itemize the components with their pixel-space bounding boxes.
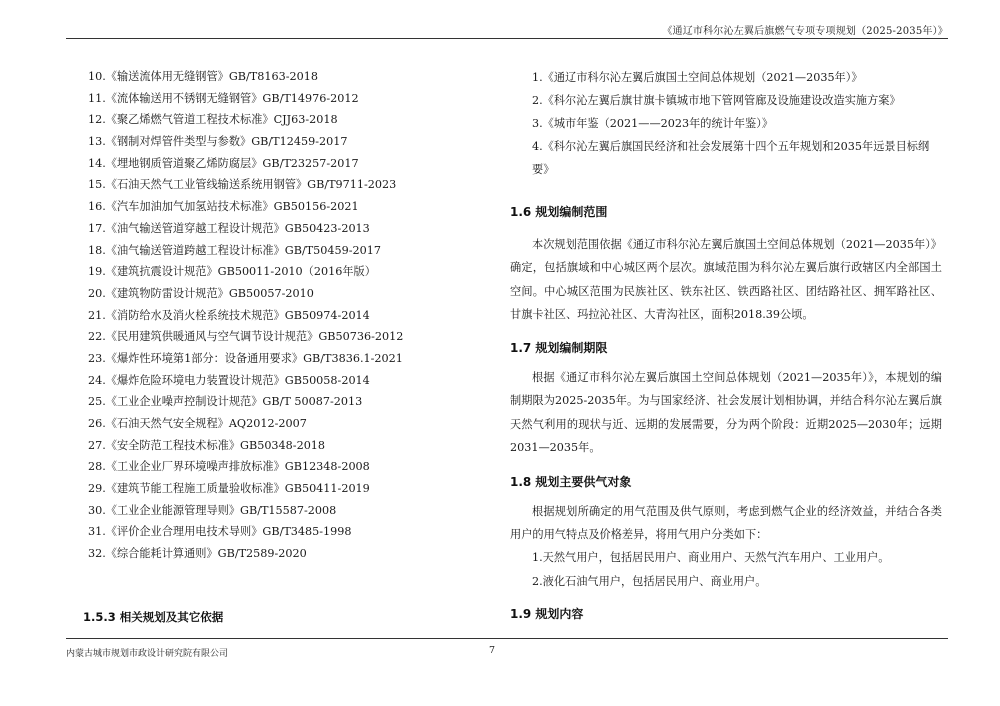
standard-item: 17.《油气输送管道穿越工程设计规范》GB50423-2013 [88, 221, 370, 235]
section-heading-1-7: 1.7 规划编制期限 [510, 341, 608, 355]
related-plan-item: 2.《科尔沁左翼后旗甘旗卡镇城市地下管网管廊及设施建设改造实施方案》 [532, 94, 901, 107]
standard-item: 19.《建筑抗震设计规范》GB50011-2010（2016年版） [88, 265, 376, 279]
standard-item: 28.《工业企业厂界环境噪声排放标准》GB12348-2008 [88, 460, 370, 474]
standard-item: 25.《工业企业噪声控制设计规范》GB/T 50087-2013 [88, 395, 363, 409]
standard-item: 23.《爆炸性环境第1部分：设备通用要求》GB/T3836.1-2021 [88, 351, 403, 365]
standard-item: 24.《爆炸危险环境电力装置设计规范》GB50058-2014 [88, 373, 370, 387]
standard-item: 22.《民用建筑供暖通风与空气调节设计规范》GB50736-2012 [88, 330, 404, 344]
footer-organization: 内蒙古城市规划市政设计研究院有限公司 [66, 649, 229, 659]
standards-list [88, 66, 488, 565]
related-plan-item: 1.《通辽市科尔沁左翼后旗国土空间总体规划（2021—2035年）》 [532, 71, 863, 84]
related-plan-item: 3.《城市年鉴（2021——2023年的统计年鉴）》 [532, 117, 774, 130]
document-header-title: 《通辽市科尔沁左翼后旗燃气专项专项规划（2025-2035年）》 [662, 26, 948, 37]
standard-item: 15.《石油天然气工业管线输送系统用钢管》GB/T9711-2023 [88, 178, 397, 192]
section-heading-1-5-3: 1.5.3 相关规划及其它依据 [83, 610, 224, 624]
standard-item: 10.《输送流体用无缝钢管》GB/T8163-2018 [88, 70, 318, 83]
standard-item: 20.《建筑物防雷设计规范》GB50057-2010 [88, 286, 314, 300]
standard-item: 26.《石油天然气安全规程》AQ2012-2007 [88, 417, 307, 430]
standard-item: 18.《油气输送管道跨越工程设计标准》GB/T50459-2017 [88, 243, 382, 257]
gas-user-category-2: 2.液化石油气用户，包括居民用户、商业用户。 [532, 575, 767, 588]
footer-divider [66, 638, 948, 639]
standard-item: 12.《聚乙烯燃气管道工程技术标准》CJJ63-2018 [88, 113, 338, 127]
standard-item: 14.《埋地钢质管道聚乙烯防腐层》GB/T23257-2017 [88, 156, 359, 170]
section-heading-1-6: 1.6 规划编制范围 [510, 205, 608, 219]
page-number: 7 [489, 645, 496, 656]
standard-item: 32.《综合能耗计算通则》GB/T2589-2020 [88, 547, 307, 561]
related-plans-list [532, 66, 940, 181]
section-heading-1-8: 1.8 规划主要供气对象 [510, 475, 632, 489]
section-1-7-body: 根据《通辽市科尔沁左翼后旗国土空间总体规划（2021—2035年）》，本规划的编制期限为2025-2035年。为与国家经济、社会发展计划相协调，并结合科尔沁左翼后旗天然气利用的现状与近、远期的发展需要，分为两个阶段：近期2025—2030年；远期2031—2035年。 [510, 371, 942, 454]
gas-user-category-1: 1.天然气用户，包括居民用户、商业用户、天然气汽车用户、工业用户。 [532, 551, 890, 564]
standard-item: 27.《安全防范工程技术标准》GB50348-2018 [88, 438, 326, 452]
standard-item: 13.《钢制对焊管件类型与参数》GB/T12459-2017 [88, 135, 348, 149]
section-1-6-body: 本次规划范围依据《通辽市科尔沁左翼后旗国土空间总体规划（2021—2035年）》确定，包括旗域和中心城区两个层次。旗域范围为科尔沁左翼后旗行政辖区内全部国土空间。中心城区范围为民族社区、铁东社区、铁西路社区、团结路社区、拥军路社区、甘旗卡社区、玛拉沁社区、大青沟社区，面积2018.39公顷。 [510, 238, 942, 321]
standard-item: 21.《消防给水及消火栓系统技术规范》GB50974-2014 [88, 308, 370, 322]
section-1-8-body: 根据规划所确定的用气范围及供气原则，考虑到燃气企业的经济效益，并结合各类用户的用气特点及价格差异，将用气用户分类如下： [510, 505, 942, 542]
header-divider [66, 38, 948, 39]
related-plan-item: 4.《科尔沁左翼后旗国民经济和社会发展第十四个五年规划和2035年远景目标纲要》 [532, 140, 930, 176]
standard-item: 29.《建筑节能工程施工质量验收标准》GB50411-2019 [88, 482, 370, 496]
standard-item: 31.《评价企业合理用电技术导则》GB/T3485-1998 [88, 525, 352, 539]
standard-item: 16.《汽车加油加气加氢站技术标准》GB50156-2021 [88, 200, 359, 214]
standard-item: 11.《流体输送用不锈钢无缝钢管》GB/T14976-2012 [88, 91, 359, 105]
section-heading-1-9: 1.9 规划内容 [510, 607, 584, 621]
standard-item: 30.《工业企业能源管理导则》GB/T15587-2008 [88, 503, 337, 517]
